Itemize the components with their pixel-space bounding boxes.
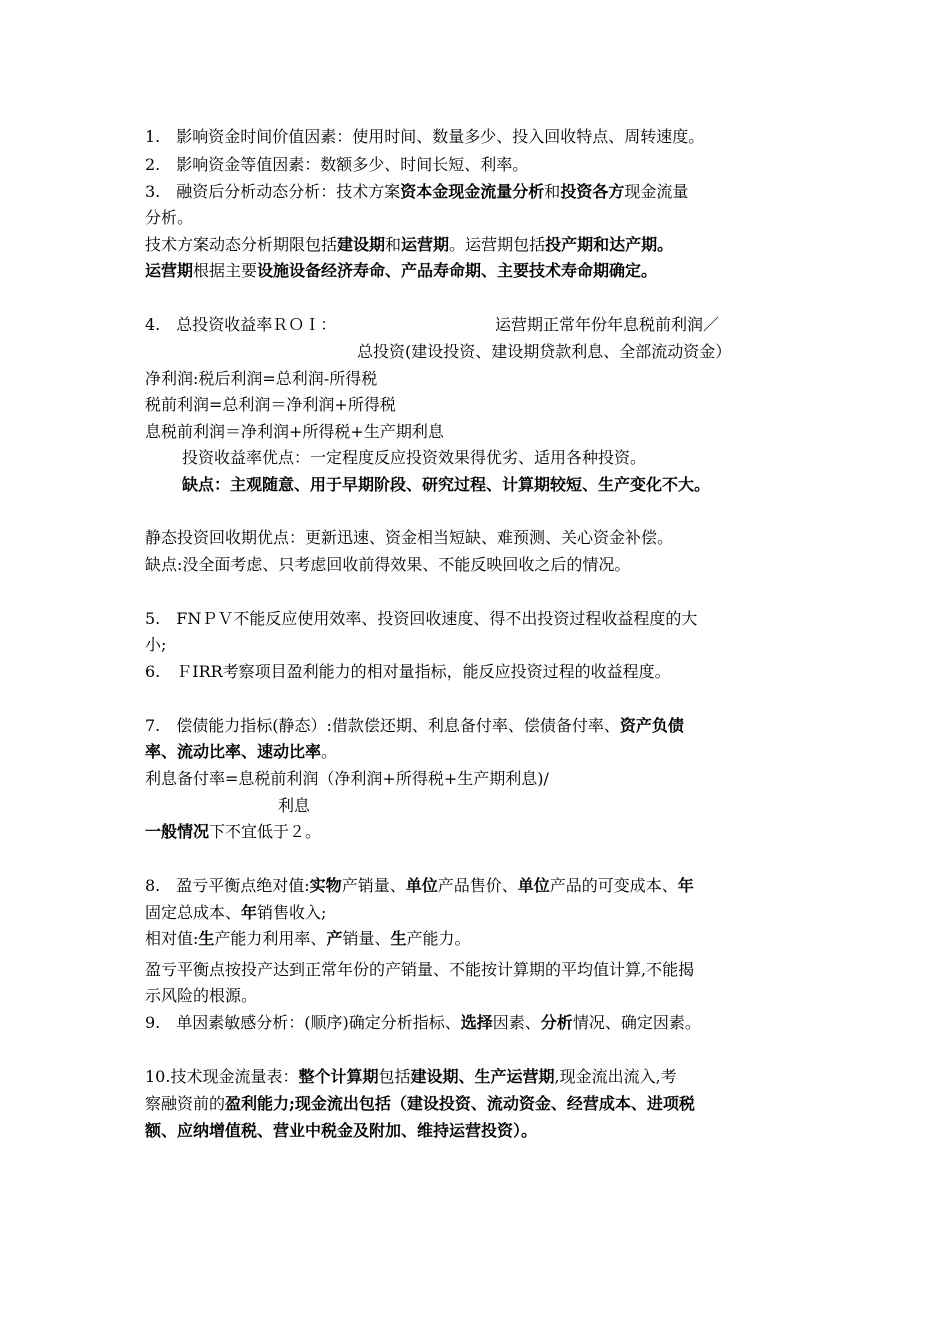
text: 产品售价、 bbox=[437, 876, 518, 895]
text: 察融资前的 bbox=[145, 1094, 226, 1113]
ebit-definition bbox=[145, 419, 815, 445]
roi-disadvantages bbox=[182, 472, 815, 498]
bold-text: 产 bbox=[326, 929, 343, 948]
text: 下不宜低于２。 bbox=[209, 822, 322, 841]
item-2 bbox=[145, 152, 815, 178]
roi-advantages bbox=[182, 445, 815, 471]
breakeven-note bbox=[145, 957, 815, 983]
text: 产能力利用率、 bbox=[214, 929, 327, 948]
text: 产销量、 bbox=[341, 876, 406, 895]
text: 根据主要 bbox=[193, 261, 258, 280]
net-profit-definition bbox=[145, 366, 815, 392]
bold-text: 整个计算期 bbox=[298, 1067, 379, 1086]
operation-period-paragraph bbox=[145, 232, 815, 258]
item-1-text: 1. 影响资金时间价值因素：使用时间、数量多少、投入回收特点、周转速度。 bbox=[145, 127, 705, 146]
bold-text: 生 bbox=[198, 929, 215, 948]
text: 缺点:没全面考虑、只考虑回收前得效果、不能反映回收之后的情况。 bbox=[145, 555, 631, 574]
text: 7. 偿债能力指标(静态）:借款偿还期、利息备付率、偿债备付率、 bbox=[145, 716, 620, 735]
item-2-text: 2. 影响资金等值因素：数额多少、时间长短、利率。 bbox=[145, 155, 529, 174]
text: 固定总成本、 bbox=[145, 903, 242, 922]
text: 因素、 bbox=[492, 1013, 541, 1032]
item-10-cont bbox=[145, 1091, 815, 1117]
roi-denominator bbox=[357, 339, 815, 365]
payback-advantages bbox=[145, 525, 815, 551]
text: 8. 盈亏平衡点绝对值: bbox=[145, 876, 310, 895]
item-3-cont bbox=[145, 205, 815, 231]
text: 运营期正常年份年息税前利润／ bbox=[495, 315, 720, 334]
bold-text: 实物 bbox=[309, 876, 342, 895]
interest-coverage-denominator bbox=[278, 793, 478, 819]
text: 4. 总投资收益率ＲＯＩ： bbox=[145, 315, 337, 334]
text: 产品的可变成本、 bbox=[549, 876, 678, 895]
text: 净利润:税后利润=总利润-所得税 bbox=[145, 369, 378, 388]
bold-text: 年 bbox=[677, 876, 694, 895]
item-8-cont bbox=[145, 900, 815, 926]
bold-text: 运营期 bbox=[145, 261, 194, 280]
item-7 bbox=[145, 713, 815, 739]
item-10 bbox=[145, 1064, 815, 1090]
text: 小; bbox=[145, 635, 167, 654]
roi-numerator bbox=[495, 312, 815, 338]
bold-text: 分析 bbox=[540, 1013, 573, 1032]
text: 3. 融资后分析动态分析：技术方案 bbox=[145, 182, 401, 201]
text: 和 bbox=[544, 182, 561, 201]
bold-text: 资产负债 bbox=[619, 716, 684, 735]
operation-period-basis bbox=[145, 258, 815, 284]
text: 静态投资回收期优点：更新迅速、资金相当短缺、难预测、关心资金补偿。 bbox=[145, 528, 674, 547]
general-rule bbox=[145, 819, 815, 845]
text: 利息 bbox=[278, 796, 311, 815]
bold-text: 建设期、生产运营期 bbox=[410, 1067, 555, 1086]
text: 产能力。 bbox=[406, 929, 471, 948]
item-5-cont bbox=[145, 632, 815, 658]
text: 销量、 bbox=[342, 929, 391, 948]
text: 6. ＦIRR考察项目盈利能力的相对量指标，能反应投资过程的收益程度。 bbox=[145, 662, 671, 681]
bold-text: 投资各方 bbox=[560, 182, 625, 201]
bold-text: 生 bbox=[390, 929, 407, 948]
text: 现金流量 bbox=[624, 182, 689, 201]
text: 9. 单因素敏感分析：(顺序)确定分析指标、 bbox=[145, 1013, 461, 1032]
text: 包括 bbox=[378, 1067, 411, 1086]
text: 利息备付率=息税前利润（净利润+所得税+生产期利息)/ bbox=[145, 769, 549, 788]
bold-text: 资本金现金流量分析 bbox=[400, 182, 545, 201]
item-10-cont-2 bbox=[145, 1118, 815, 1144]
item-3 bbox=[145, 179, 815, 205]
item-8 bbox=[145, 873, 815, 899]
interest-coverage-formula bbox=[145, 766, 815, 792]
bold-text: 一般情况 bbox=[145, 822, 210, 841]
text: 息税前利润＝净利润+所得税+生产期利息 bbox=[145, 422, 444, 441]
bold-text: 建设期 bbox=[337, 235, 386, 254]
payback-disadvantages bbox=[145, 552, 815, 578]
text: 情况、确定因素。 bbox=[572, 1013, 701, 1032]
text: 示风险的根源。 bbox=[145, 986, 258, 1005]
text: 10.技术现金流量表： bbox=[145, 1067, 299, 1086]
text: 盈亏平衡点按投产达到正常年份的产销量、不能按计算期的平均值计算,不能揭 bbox=[145, 960, 695, 979]
text: 技术方案动态分析期限包括 bbox=[145, 235, 338, 254]
bold-text: 单位 bbox=[405, 876, 438, 895]
text: 总投资(建设投资、建设期贷款利息、全部流动资金） bbox=[357, 342, 732, 361]
text: 投资收益率优点：一定程度反应投资效果得优劣、适用各种投资。 bbox=[182, 448, 647, 467]
text: 税前利润=总利润＝净利润+所得税 bbox=[145, 395, 396, 414]
item-5 bbox=[145, 606, 815, 632]
bold-text: 投产期和达产期。 bbox=[545, 235, 674, 254]
bold-text: 运营期 bbox=[401, 235, 450, 254]
text: 和 bbox=[385, 235, 402, 254]
item-1 bbox=[145, 124, 815, 150]
text: 销售收入; bbox=[257, 903, 327, 922]
bold-text: 单位 bbox=[517, 876, 550, 895]
bold-text: 率、流动比率、速动比率 bbox=[145, 742, 322, 761]
bold-text: 年 bbox=[241, 903, 258, 922]
item-6 bbox=[145, 659, 815, 685]
bold-text: 选择 bbox=[460, 1013, 493, 1032]
text: 。运营期包括 bbox=[449, 235, 546, 254]
text: 。 bbox=[321, 742, 338, 761]
pretax-profit-definition bbox=[145, 392, 815, 418]
breakeven-note-cont bbox=[145, 983, 815, 1009]
bold-text: 设施设备经济寿命、产品寿命期、主要技术寿命期确定。 bbox=[257, 261, 658, 280]
item-7-cont bbox=[145, 739, 815, 765]
item-9 bbox=[145, 1010, 815, 1036]
bold-text: 盈利能力;现金流出包括（建设投资、流动资金、经营成本、进项税 bbox=[225, 1094, 695, 1113]
bold-text: 额、应纳增值税、营业中税金及附加、维持运营投资）。 bbox=[145, 1121, 538, 1140]
text: 分析。 bbox=[145, 208, 194, 227]
text: 相对值: bbox=[145, 929, 199, 948]
text: 5. FNＰＶ不能反应使用效率、投资回收速度、得不出投资过程收益程度的大 bbox=[145, 609, 698, 628]
text: ,现金流出流入,考 bbox=[554, 1067, 677, 1086]
relative-value bbox=[145, 926, 815, 952]
bold-text: 缺点：主观随意、用于早期阶段、研究过程、计算期较短、生产变化不大。 bbox=[182, 475, 711, 494]
